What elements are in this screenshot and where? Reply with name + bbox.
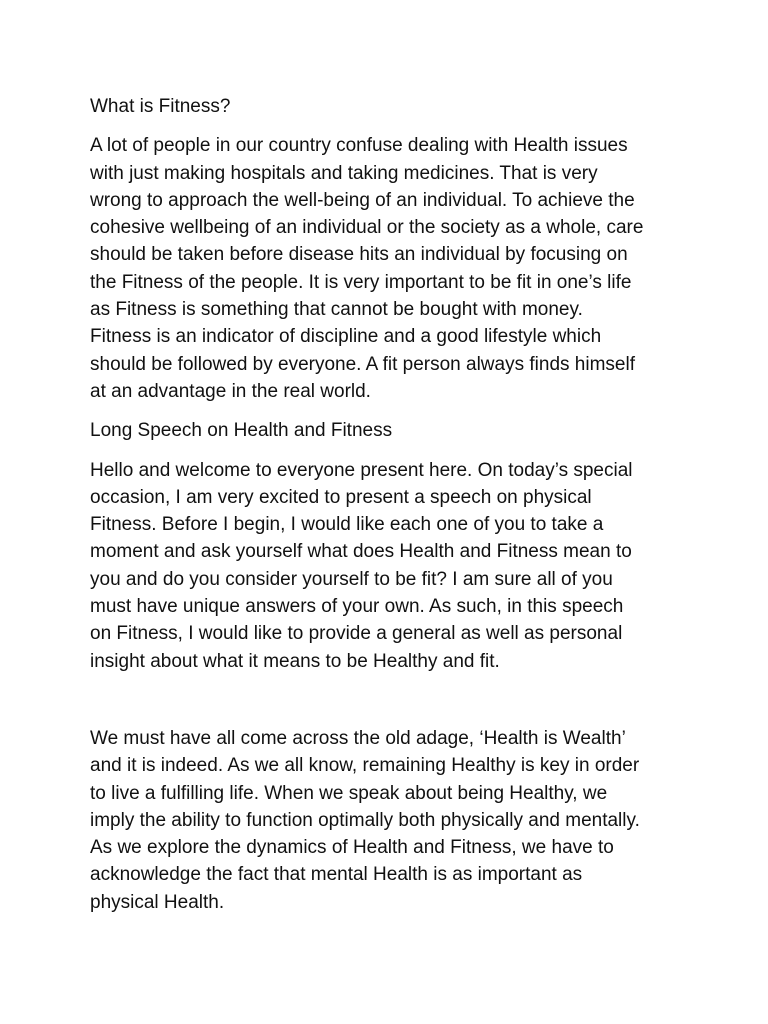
text-line: occasion, I am very excited to present a speech on physical — [90, 486, 592, 508]
text-line: A lot of people in our country confuse dealing with Health issues — [90, 135, 628, 157]
text-line: as Fitness is something that cannot be bought with money. — [90, 299, 583, 321]
text-line: should be followed by everyone. A fit person always finds himself — [90, 353, 635, 375]
text-line: should be taken before disease hits an individual by focusing on — [90, 244, 628, 266]
text-line: and it is indeed. As we all know, remaining Healthy is key in order — [90, 755, 640, 777]
heading-what-is-fitness: What is Fitness? — [90, 96, 231, 117]
text-line: you and do you consider yourself to be fit? I am sure all of you — [90, 568, 613, 590]
text-line: to live a fulfilling life. When we speak about being Healthy, we — [90, 782, 608, 804]
text-line: Fitness. Before I begin, I would like each one of you to take a — [90, 514, 604, 536]
text-line: wrong to approach the well-being of an individual. To achieve the — [90, 189, 635, 211]
text-line: We must have all come across the old adage, ‘Health is Wealth’ — [90, 727, 626, 749]
text-line: cohesive wellbeing of an individual or the society as a whole, care — [90, 217, 644, 239]
paragraph-speech-welcome — [90, 457, 690, 675]
text-line: with just making hospitals and taking medicines. That is very — [90, 162, 598, 184]
paragraph-fitness-intro — [90, 132, 690, 405]
text-line: insight about what it means to be Healthy and fit. — [90, 650, 500, 672]
text-line: on Fitness, I would like to provide a general as well as personal — [90, 623, 623, 645]
heading-long-speech: Long Speech on Health and Fitness — [90, 420, 393, 442]
text-line: Fitness is an indicator of discipline and a good lifestyle which — [90, 326, 602, 348]
text-line: the Fitness of the people. It is very important to be fit in one’s life — [90, 271, 632, 293]
text-line: imply the ability to function optimally both physically and mentally. — [90, 809, 640, 831]
text-line: Hello and welcome to everyone present here. On today’s special — [90, 459, 633, 481]
text-line: acknowledge the fact that mental Health is as important as — [90, 864, 583, 886]
document-page — [90, 93, 690, 928]
text-line: moment and ask yourself what does Health and Fitness mean to — [90, 541, 632, 563]
text-line: at an advantage in the real world. — [90, 380, 371, 402]
text-line: As we explore the dynamics of Health and Fitness, we have to — [90, 837, 614, 859]
text-line: physical Health. — [90, 891, 225, 913]
paragraph-health-wealth — [90, 725, 690, 916]
text-line: must have unique answers of your own. As such, in this speech — [90, 596, 624, 618]
